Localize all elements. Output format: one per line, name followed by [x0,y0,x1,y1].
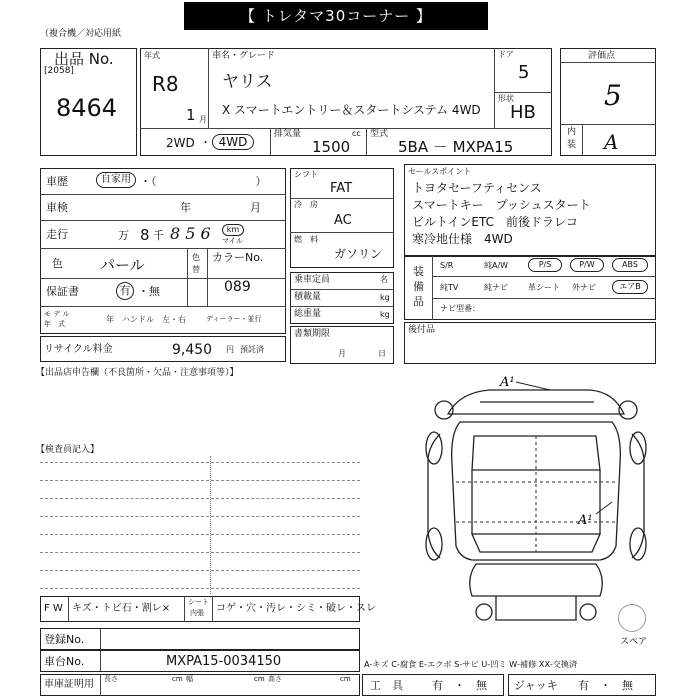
model-year-label-1: モ デ ル [44,310,70,318]
history-value: 自家用 [96,172,136,188]
cert-length: 長さ [104,675,118,683]
equipment-label-1: 装 [413,265,424,278]
doors-label: ドア [498,50,514,59]
displacement-label: 排気量 [274,129,302,139]
shift-label: シフト [294,170,318,179]
sales-point-line: ビルトインETC 前後ドラレコ [412,215,578,229]
tail-light-right [580,604,596,620]
fuel-value: ガソリン [334,247,383,261]
exhibit-number: 8464 [56,94,118,122]
registration-number-box [40,628,360,650]
wheel-fl [426,432,442,464]
color-label: 色 [52,257,63,270]
chassis-no-value: MXPA15-0034150 [166,654,282,669]
spare-tire-icon [618,604,646,632]
damage-legend: A-キズ C-腐食 E-エクボ S-サビ U-凹ミ W-補修 XX-交換済 [364,659,578,669]
mileage-label: 走行 [46,228,68,241]
equipment-leather: 革シート [528,283,560,292]
displacement-unit: cc [352,129,361,138]
color-no-value: 089 [224,279,251,295]
wheel-rl [426,528,442,560]
displacement-value: 1500 [312,138,351,156]
chassis-no-label: 車台No. [44,655,85,668]
doors-value: 5 [518,62,530,83]
cert-width-unit: cm [254,675,265,683]
inspector-notes-label: 【検査員記入】 [36,445,100,455]
load-label: 積載量 [294,292,322,302]
color-change-label-2: 替 [192,265,200,274]
ac-value: AC [334,213,352,228]
registration-no-label: 登録No. [44,633,85,646]
seat-label-2: 内張 [190,609,204,617]
nav-model-label: ナビ型番： [440,304,480,313]
sales-point-line: 寒冷地仕様 4WD [412,232,513,246]
cert-length-unit: cm [172,675,183,683]
month-unit: 月 [199,115,207,124]
exhibit-stamp: [2058] [44,66,74,76]
equipment-label-3: 品 [413,295,424,308]
capacity-label: 乗車定員 [294,275,331,285]
equipment-sr: S/R [440,261,454,270]
jack-value: 有 ・ 無 [578,679,633,692]
recycle-label: リサイクル料金 [44,344,113,355]
inspection-label: 車検 [46,201,68,214]
equipment-abs-circled: ABS [612,258,648,272]
exhibitor-notes-label: 【出品店申告欄（不良箇所・欠品・注意事項等）】 [36,368,239,378]
registration-day: 日 [378,349,386,358]
gross-unit: kg [380,310,390,319]
drive-sep: ・ [200,136,211,149]
mileage-handwritten: 8 5 6 [170,224,211,243]
mileage-value: 8 [140,226,150,244]
body-value: HB [510,102,536,123]
equipment-pw-circled: P/W [570,258,604,272]
garage-cert-label: 車庫証明用 [44,679,94,690]
year-value: R8 [152,72,179,96]
warranty-label: 保証書 [46,285,79,298]
inspection-month: 月 [250,201,261,214]
equipment-airbag-circled: エアB [612,280,648,294]
cert-width: 幅 [186,675,193,683]
evaluation-score: 5 [604,79,622,112]
damage-mark-side: A¹ [578,513,593,528]
handle-side: ハンドル 左・右 [122,315,186,324]
equipment-tv: 純TV [440,283,459,292]
recycle-status: 預託済 [240,345,264,354]
jack-label: ジャッキ [514,679,558,692]
equipment-label-2: 備 [413,280,424,293]
car-name-label: 車名・グレード [212,51,276,61]
mileage-mile: マイル [222,237,243,245]
tailgate [496,596,576,620]
damage-mark-front: A¹ [500,375,515,390]
equipment-ext-nav: 外ナビ [572,283,596,292]
page-title: 【 トレタマ30コーナー 】 [184,2,488,30]
equipment-ps-circled: P/S [528,258,562,272]
body-label: 形状 [498,94,514,103]
fw-label: F W [44,603,63,614]
cert-height-unit: cm [340,675,351,683]
interior-label-2: 装 [567,140,577,150]
capacity-unit: 名 [380,275,388,284]
registration-label: 書類期限 [294,329,331,339]
wheel-rr [630,528,646,560]
cert-height: 高さ [268,675,282,683]
mileage-sen: 千 [153,229,164,242]
load-unit: kg [380,293,390,302]
header-subtitle: （複合機／対応用紙 [40,29,122,39]
gross-label: 総重量 [294,309,322,319]
interior-label-1: 内 [567,127,577,137]
rear-bumper [470,564,603,596]
after-install-label: 後付品 [408,325,436,335]
equipment-alloy: 純A/W [484,261,509,270]
spare-label: スペア [620,637,648,647]
drive-2wd: 2WD [166,136,195,150]
interior-grade: A [604,130,619,154]
tools-label: 工 具 [370,679,403,692]
rear-glass [472,534,600,552]
shift-value: FAT [330,181,353,196]
ac-label: 冷 房 [294,200,318,209]
color-no-label: カラーNo. [212,251,264,264]
history-label: 車歴 [46,175,68,188]
seat-items: コゲ・穴・汚レ・シミ・破レ・スレ [216,603,376,614]
car-grade: X スマートエントリー＆スタートシステム 4WD [222,103,481,117]
car-name: ヤリス [222,72,273,92]
dealer-type: ディーラー・並行 [206,315,262,323]
model-code-label: 型式 [370,129,389,139]
evaluation-label: 評価点 [588,51,616,61]
sales-point-line: トヨタセーフティセンス [412,181,542,195]
sales-points-label: セールスポイント [408,167,472,176]
color-change-label-1: 色 [192,253,200,262]
mileage-km-circled: km [222,224,244,236]
exhibit-label: 出品 No. [54,50,114,68]
inspection-year: 年 [180,201,191,214]
left-side [428,434,440,558]
mileage-man: 万 [118,229,129,242]
drive-4wd-circled: 4WD [212,134,254,150]
equipment-nav: 純ナビ [484,283,508,292]
seat-label-1: シート [188,598,209,606]
tools-value: 有 ・ 無 [432,679,487,692]
history-rest: ・（ ） [140,175,267,188]
tail-light-left [476,604,492,620]
recycle-amount: 9,450 [172,342,213,358]
car-damage-diagram [400,374,670,630]
month-value: 1 [186,106,196,124]
color-value: パール [100,256,145,274]
fuel-label: 燃 料 [294,235,318,244]
wheel-fr [630,432,646,464]
warranty-no: ・無 [138,285,160,298]
fw-items: キズ・トビ石・割レ× [72,603,171,614]
model-year-label-2: 年 式 [44,320,65,328]
windshield [472,436,600,470]
sales-point-line: スマートキー プッシュスタート [412,198,591,212]
after-install-box [404,322,656,364]
registration-month: 月 [338,349,346,358]
model-year-unit: 年 [106,315,114,324]
model-code-value: 5BA － MXPA15 [398,138,514,156]
right-side [632,434,644,558]
year-label: 年式 [144,51,160,60]
recycle-unit: 円 [226,345,234,354]
warranty-yes-circled: 有 [116,282,134,300]
